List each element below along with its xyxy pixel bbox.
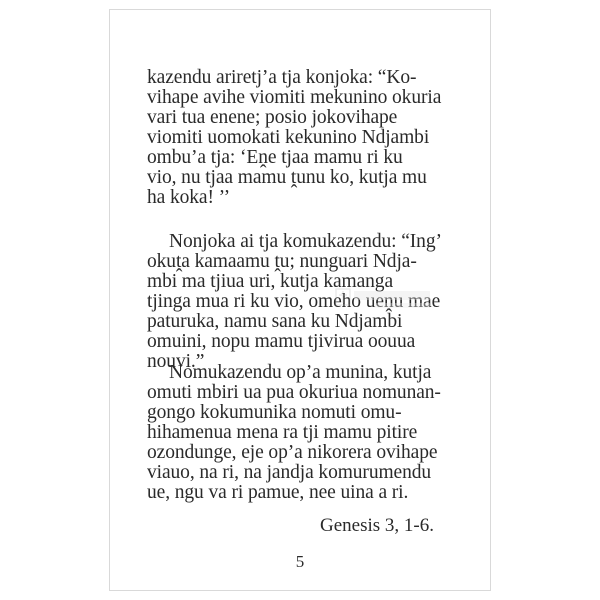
text-line: Nomukazendu op’a munina, kutja — [169, 362, 432, 383]
paragraph-3 — [147, 363, 460, 503]
paragraph-text — [147, 363, 460, 503]
text-line: omuti mbiri ua pua okuriua nomunan- — [147, 382, 441, 403]
text-line: vihape avihe viomiti mekunino okuria — [147, 87, 442, 108]
text-line: Nonjoka ai tja komukazendu: “Ing’ — [169, 231, 442, 252]
paragraph-2 — [147, 232, 460, 372]
paragraph-text — [147, 232, 460, 372]
text-line: ha koka! ’’ — [147, 187, 230, 208]
text-line: ozondunge, eje op’a nikorera ovihape — [147, 442, 438, 463]
scripture-reference: Genesis 3, 1-6. — [320, 515, 434, 536]
text-line: vari tua enene; posio jokovihape — [147, 107, 398, 128]
text-line: omuini, nopu mamu tjivirua oouua — [147, 331, 416, 352]
text-line: nouvi.” — [147, 351, 205, 372]
paragraph-text — [147, 68, 460, 208]
text-line: tjinga mua ri ku vio, omeho ueṋu mae — [147, 291, 441, 312]
text-line: viauo, na ri, na jandja komurumendu — [147, 462, 432, 483]
text-line: ue, ngu va ri pamue, nee uina a ri. — [147, 482, 409, 503]
text-line: mbi ma tjiua uri, kutja kamanga — [147, 271, 394, 292]
text-line: viomiti uomokati kekunino Ndjambi — [147, 127, 430, 148]
text-line: paturuka, namu sana ku Ndjambi — [147, 311, 403, 332]
page-number: 5 — [295, 552, 305, 571]
text-line: kazendu ariretj’a tja konjoka: “Ko- — [147, 67, 417, 88]
text-line: ombu’a tja: ‘Eṋe tjaa mamu ri ku — [147, 147, 403, 168]
text-line: vio, nu tjaa mamu ṱunu ko, kutja mu — [147, 167, 427, 188]
book-page — [109, 9, 491, 591]
text-line: okuṱa kamaamu ṱu; nunguari Ndja- — [147, 251, 417, 272]
text-line: hihamenua mena ra tji mamu pitire — [147, 422, 418, 443]
text-line: gongo kokumunika nomuti omu- — [147, 402, 402, 423]
paragraph-1 — [147, 68, 460, 208]
